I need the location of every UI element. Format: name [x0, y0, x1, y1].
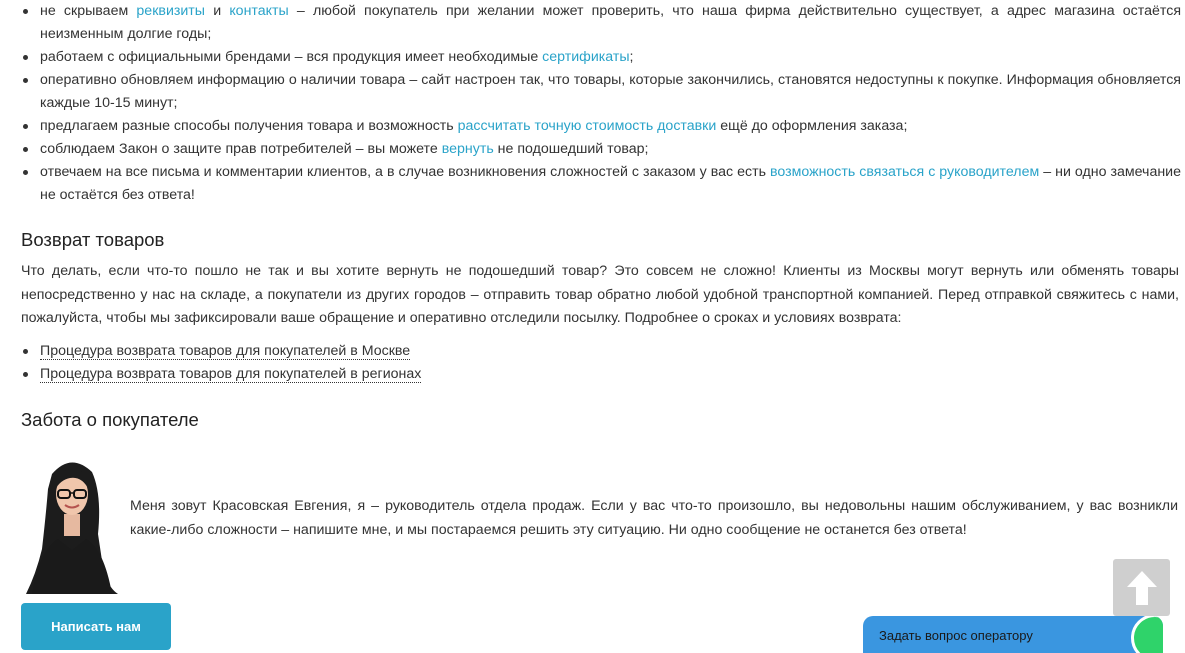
advantage-item: [40, 115, 1181, 138]
advantage-text: оперативно обновляем информацию о наличии товара – сайт настроен так, что товары, которые закончились, становятся недоступны к покупке. Информация обновляется каждые 10-15 минут;: [40, 72, 1181, 111]
advantage-item: [40, 138, 1181, 161]
manager-bio: Меня зовут Красовская Евгения, я – руководитель отдела продаж. Если у вас что-то произошло, вы недовольны нашим обслуживанием, у вас возникли какие-либо сложности – напишите мне, и мы постараемся решить эту ситуацию. Ни одно сообщение не останется без ответа!: [130, 498, 1178, 538]
chat-widget[interactable]: [863, 616, 1163, 653]
advantage-text: – любой покупатель при желании может проверить, что наша фирма действительно существует, а адрес магазина остаётся неизменным долгие годы;: [40, 3, 1181, 42]
advantage-text: и: [205, 3, 230, 19]
advantage-link[interactable]: контакты: [229, 3, 289, 19]
manager-photo: [22, 454, 120, 594]
chat-widget-label: Задать вопрос оператору: [879, 628, 1033, 643]
advantage-link[interactable]: сертификаты: [542, 49, 630, 65]
advantage-link[interactable]: возможность связаться с руководителем: [769, 164, 1040, 180]
advantage-item: [40, 69, 1181, 115]
returns-heading: Возврат товаров: [21, 229, 165, 250]
advantage-link[interactable]: рассчитать точную стоимость доставки: [457, 118, 717, 134]
advantage-text: не подошедший товар;: [493, 141, 649, 157]
advantage-text: – ни одно замечание не остаётся без ответа!: [40, 164, 1181, 203]
advantage-text: работаем с официальными брендами – вся продукция имеет необходимые: [40, 49, 543, 65]
main-content: [21, 0, 1181, 430]
advantage-link[interactable]: вернуть: [441, 141, 494, 157]
advantage-item: [40, 161, 1181, 207]
advantage-link[interactable]: реквизиты: [136, 3, 205, 19]
advantage-item: [40, 46, 1181, 69]
chat-status-indicator: [1131, 616, 1163, 653]
advantage-text: отвечаем на все письма и комментарии клиентов, а в случае возникновения сложностей с заказом у вас есть: [40, 164, 770, 180]
advantage-text: ;: [629, 49, 634, 65]
returns-moscow-link[interactable]: Процедура возврата товаров для покупателей в Москве: [40, 343, 411, 359]
returns-links-list: [21, 340, 421, 386]
write-us-button[interactable]: Написать нам: [21, 603, 171, 650]
returns-regions-link[interactable]: Процедура возврата товаров для покупателей в регионах: [40, 366, 422, 382]
list-item: [40, 363, 421, 386]
advantage-item: [40, 0, 1181, 46]
list-item: [40, 340, 421, 363]
advantage-text: ещё до оформления заказа;: [716, 118, 908, 134]
returns-text: Что делать, если что-то пошло не так и вы хотите вернуть не подошедший товар? Это совсем не сложно! Клиенты из Москвы могут вернуть или обменять товары непосредственно у нас на складе, а покупатели из других городов – отправить товар обратно любой удобной транспортной компанией. Перед отправкой свяжитесь с нами, пожалуйста, чтобы мы зафиксировали ваше обращение и оперативно отследили посылку. Подробнее о сроках и условиях возврата:: [21, 263, 1179, 326]
advantage-text: не скрываем: [40, 3, 137, 19]
arrow-up-icon: [1125, 569, 1159, 607]
advantages-list: [21, 0, 1181, 207]
scroll-top-button[interactable]: [1113, 559, 1170, 616]
advantage-text: соблюдаем Закон о защите прав потребителей – вы можете: [40, 141, 442, 157]
care-heading: Забота о покупателе: [21, 409, 199, 430]
advantage-text: предлагаем разные способы получения товара и возможность: [40, 118, 458, 134]
